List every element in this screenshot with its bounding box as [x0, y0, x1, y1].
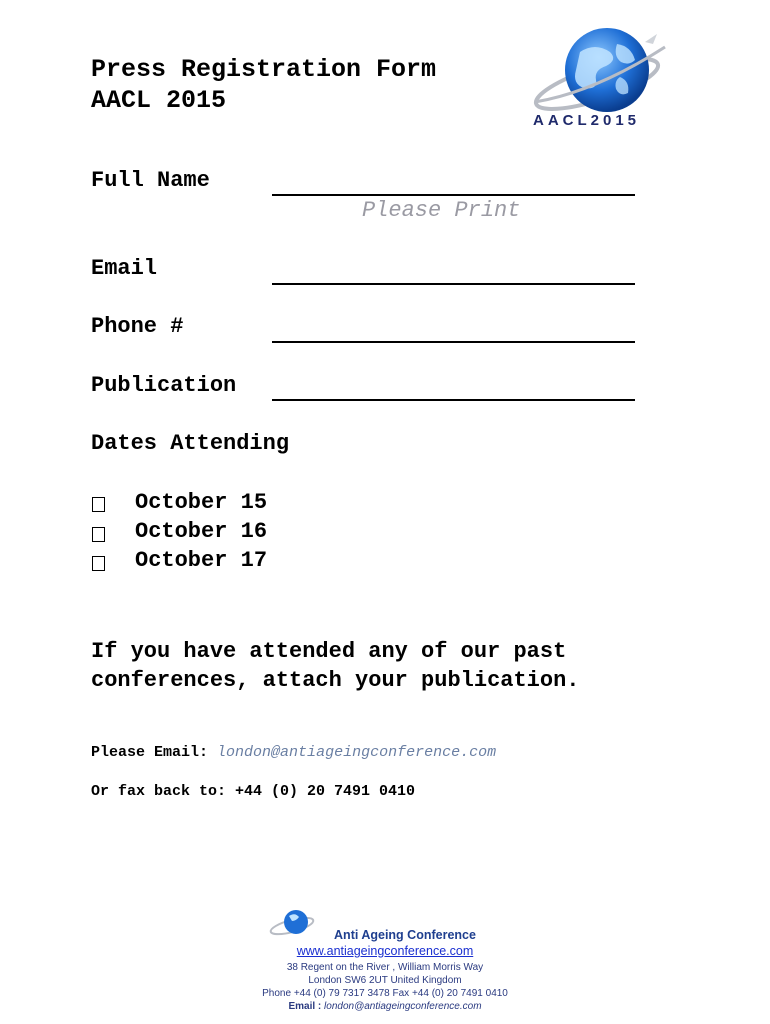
footer-email-row	[200, 1000, 570, 1013]
option-october-15: October 15	[135, 490, 268, 515]
note-line-2: conferences, attach your publication.	[91, 668, 580, 693]
please-print-hint: Please Print	[362, 198, 521, 223]
footer	[200, 908, 570, 1013]
footer-address-1: 38 Regent on the River , William Morris Way	[286, 962, 484, 973]
aacl-logo	[525, 22, 675, 134]
checkbox-october-16[interactable]	[92, 527, 105, 542]
footer-address-2: London SW6 2UT United Kingdom	[308, 975, 462, 986]
note-line-1: If you have attended any of our past	[91, 639, 567, 664]
title-line-1: Press Registration Form	[91, 55, 437, 84]
full-name-label: Full Name	[91, 168, 210, 193]
checkbox-october-15[interactable]	[92, 497, 105, 512]
email-label: Email	[91, 256, 158, 281]
please-email-label: Please Email:	[91, 744, 209, 761]
title-line-2: AACL 2015	[91, 86, 227, 115]
footer-org-name: Anti Ageing Conference	[334, 928, 476, 942]
publication-line[interactable]	[272, 399, 635, 401]
logo-wordmark: AACL2015	[533, 112, 641, 129]
phone-label: Phone #	[91, 314, 184, 339]
footer-email-link[interactable]: london@antiageingconference.com	[324, 1001, 482, 1012]
fax-instruction: Or fax back to: +44 (0) 20 7491 0410	[91, 783, 416, 800]
option-october-17: October 17	[135, 548, 268, 573]
phone-line[interactable]	[272, 341, 635, 343]
publication-label: Publication	[91, 373, 237, 398]
checkbox-october-17[interactable]	[92, 556, 105, 571]
publication-note	[91, 637, 579, 695]
footer-phone-fax: Phone +44 (0) 79 7317 3478 Fax +44 (0) 20 7491 0410	[262, 988, 508, 999]
contact-email-link[interactable]: london@antiageingconference.com	[217, 744, 497, 761]
dates-heading: Dates Attending	[91, 431, 290, 456]
footer-website-link[interactable]: www.antiageingconference.com	[296, 944, 474, 958]
option-october-16: October 16	[135, 519, 268, 544]
email-instruction	[91, 744, 496, 761]
email-line[interactable]	[272, 283, 635, 285]
page-title	[91, 54, 436, 116]
footer-email-label: Email :	[288, 1001, 322, 1012]
full-name-line[interactable]	[272, 194, 635, 196]
